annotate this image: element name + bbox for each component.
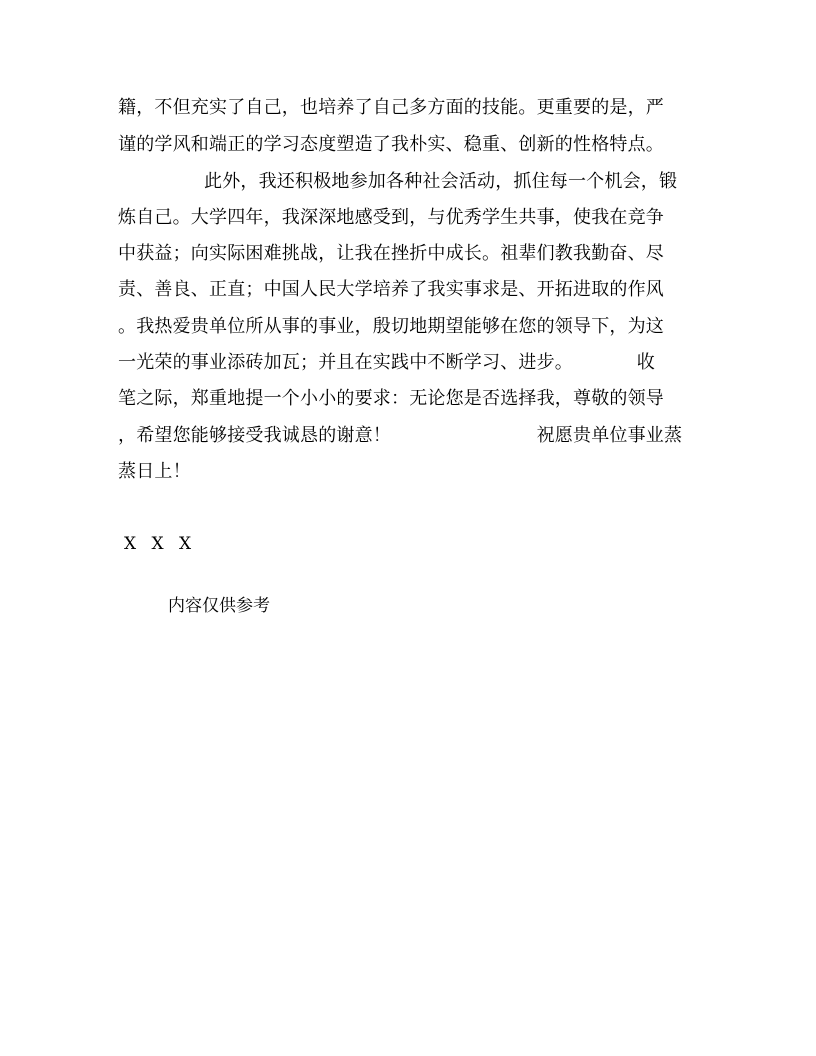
body-line-11: 蒸日上！ (118, 461, 191, 482)
body-line-2: 谨的学风和端正的学习态度塑造了我朴实、稳重、创新的性格特点。 (118, 134, 664, 155)
body-line-9: 笔之际，郑重地提一个小小的要求：无论您是否选择我，尊敬的领导 (118, 388, 664, 409)
body-line-3: 此外，我还积极地参加各种社会活动，抓住每一个机会，锻 (204, 171, 678, 192)
body-line-5: 中获益；向实际困难挑战，让我在挫折中成长。祖辈们教我勤奋、尽 (118, 243, 664, 264)
footer-note: 内容仅供参考 (168, 596, 270, 616)
body-line-10: ，希望您能够接受我诚恳的谢意！ 祝愿贵单位事业蒸 (118, 425, 683, 446)
body-line-8: 一光荣的事业添砖加瓦；并且在实践中不断学习、进步。 收 (118, 352, 655, 373)
body-line-7: 。我热爱贵单位所从事的事业，殷切地期望能够在您的领导下，为这 (118, 316, 664, 337)
body-line-6: 责、善良、正直；中国人民大学培养了我实事求是、开拓进取的作风 (118, 279, 664, 300)
signature-name: X X X (124, 534, 197, 554)
body-line-1: 籍，不但充实了自己，也培养了自己多方面的技能。更重要的是，严 (118, 97, 664, 118)
body-line-4: 炼自己。大学四年，我深深地感受到，与优秀学生共事，使我在竞争 (118, 207, 664, 228)
